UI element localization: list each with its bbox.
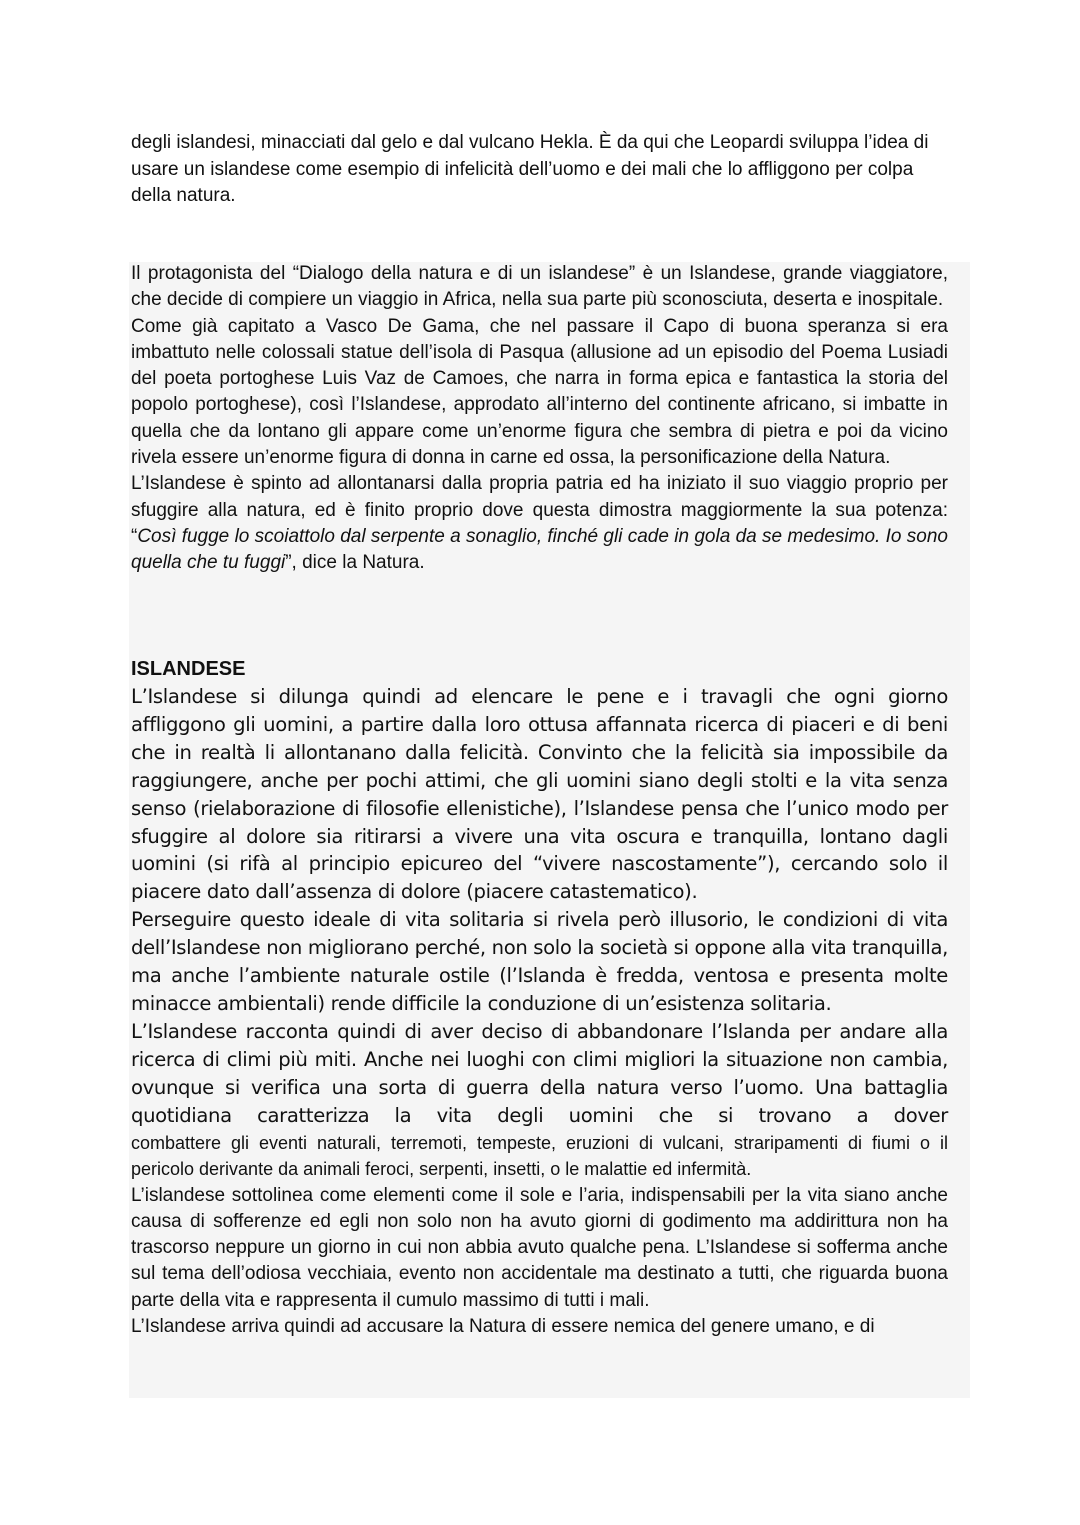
quote-lead-in: L’Islandese è spinto ad allontanarsi dalla propria patria ed ha iniziato il suo viaggio proprio per sfuggire alla natura, ed è finito proprio dove questa dimostra maggiormente la sua potenza: “ — [131, 473, 948, 547]
section-islandese — [131, 655, 948, 1340]
intro-paragraph: degli islandesi, minacciati dal gelo e dal vulcano Hekla. È da qui che Leopardi sviluppa l’idea di usare un islandese come esempio di infelicità dell’uomo e dei mali che lo affliggono per colpa della natura. — [131, 132, 929, 206]
natura-quote: Così fugge lo scoiattolo dal serpente a sonaglio, finché gli cade in gola da se medesimo. Io sono quella che tu fuggi — [131, 525, 948, 574]
paragraph-vita-solitaria: Perseguire questo ideale di vita solitaria si rivela però illusorio, le condizioni di vita dell’Islandese non migliorano perché, non solo la società si oppone alla vita tranquilla, ma anche l’ambiente naturale ostile (l’Islanda è fredda, ventosa e presenta molte minacce ambientali) rende difficile la conduzione di un’esistenza solitaria. — [131, 908, 948, 1015]
paragraph-vasco-de-gama: Come già capitato a Vasco De Gama, che nel passare il Capo di buona speranza si era imbattuto nelle colossali statue dell’isola di Pasqua (allusione ad un episodio del Poema Lusiadi del poeta portoghese Luis Vaz de Camoes, che narra in forma epica e fantastica la storia del popolo portoghese), così l’Islandese, approdato all’interno del continente africano, si imbatte in quella che da lontano gli appare come un’enorme figura che sembra di pietra e poi da vicino rivela essere un’enorme figura di donna in carne ed ossa, la personificazione della Natura. — [131, 315, 948, 469]
paragraph-accusa-natura: L’Islandese arriva quindi ad accusare la Natura di essere nemica del genere umano, e di — [131, 1315, 875, 1337]
paragraph-protagonist: Il protagonista del “Dialogo della natura e di un islandese” è un Islandese, grande viaggiatore, che decide di compiere un viaggio in Africa, nella sua parte più sconosciuta, deserta e inospitale. — [131, 263, 948, 311]
intro-section — [131, 130, 951, 210]
paragraph-natura-quote — [131, 471, 948, 576]
paragraph-sole-aria-vecchiaia: L’islandese sottolinea come elementi come il sole e l’aria, indispensabili per la vita siano anche causa di sofferenze ed egli non solo non ha avuto giorni di godimento ma addirittura non ha trascorso neppure un giorno in cui non abbia avuto qualche pena. L’Islandese si sofferma anche sul tema dell’odiosa vecchiaia, evento non accidentale ma destinato a tutti, che riguarda buona parte della vita e rappresenta il cumulo massimo di tutti i mali. — [131, 1184, 948, 1311]
paragraph-climi-miti: L’Islandese racconta quindi di aver deciso di abbandonare l’Islanda per andare alla ricerca di climi più miti. Anche nei luoghi con climi migliori la situazione non cambia, ovunque si verifica una sorta di guerra della natura verso l’uomo. Una battaglia quotidiana caratterizza la vita degli uomini che si trovano a dover — [131, 1019, 948, 1127]
section-heading-islandese: ISLANDESE — [131, 658, 246, 680]
paragraph-pene-travagli: L’Islandese si dilunga quindi ad elencare le pene e i travagli che ogni giorno affliggono gli uomini, a partire dalla loro ottusa affannata ricerca di piaceri e di beni che in realtà li allontanano dalla felicità. Convinto che la felicità sia impossibile da raggiungere, anche per pochi attimi, che gli uomini siano degli stolti e la vita senza senso (rielaborazione di filosofie ellenistiche), l’Islandese pensa che l’unico modo per sfuggire al dolore sia ritirarsi a vivere una vita oscura e tranquilla, lontano dagli uomini (si rifà al principio epicureo del “vivere nascostamente”), cercando solo il piacere dato dall’assenza di dolore (piacere catastematico). — [131, 685, 948, 904]
quote-attribution: ”, dice la Natura. — [285, 552, 425, 574]
paragraph-eventi-naturali: combattere gli eventi naturali, terremoti, tempeste, eruzioni di vulcani, straripamenti di fiumi o il pericolo derivante da animali feroci, serpenti, insetti, o le malattie ed infermità. — [131, 1132, 948, 1179]
section-dialogo-summary — [131, 261, 948, 577]
